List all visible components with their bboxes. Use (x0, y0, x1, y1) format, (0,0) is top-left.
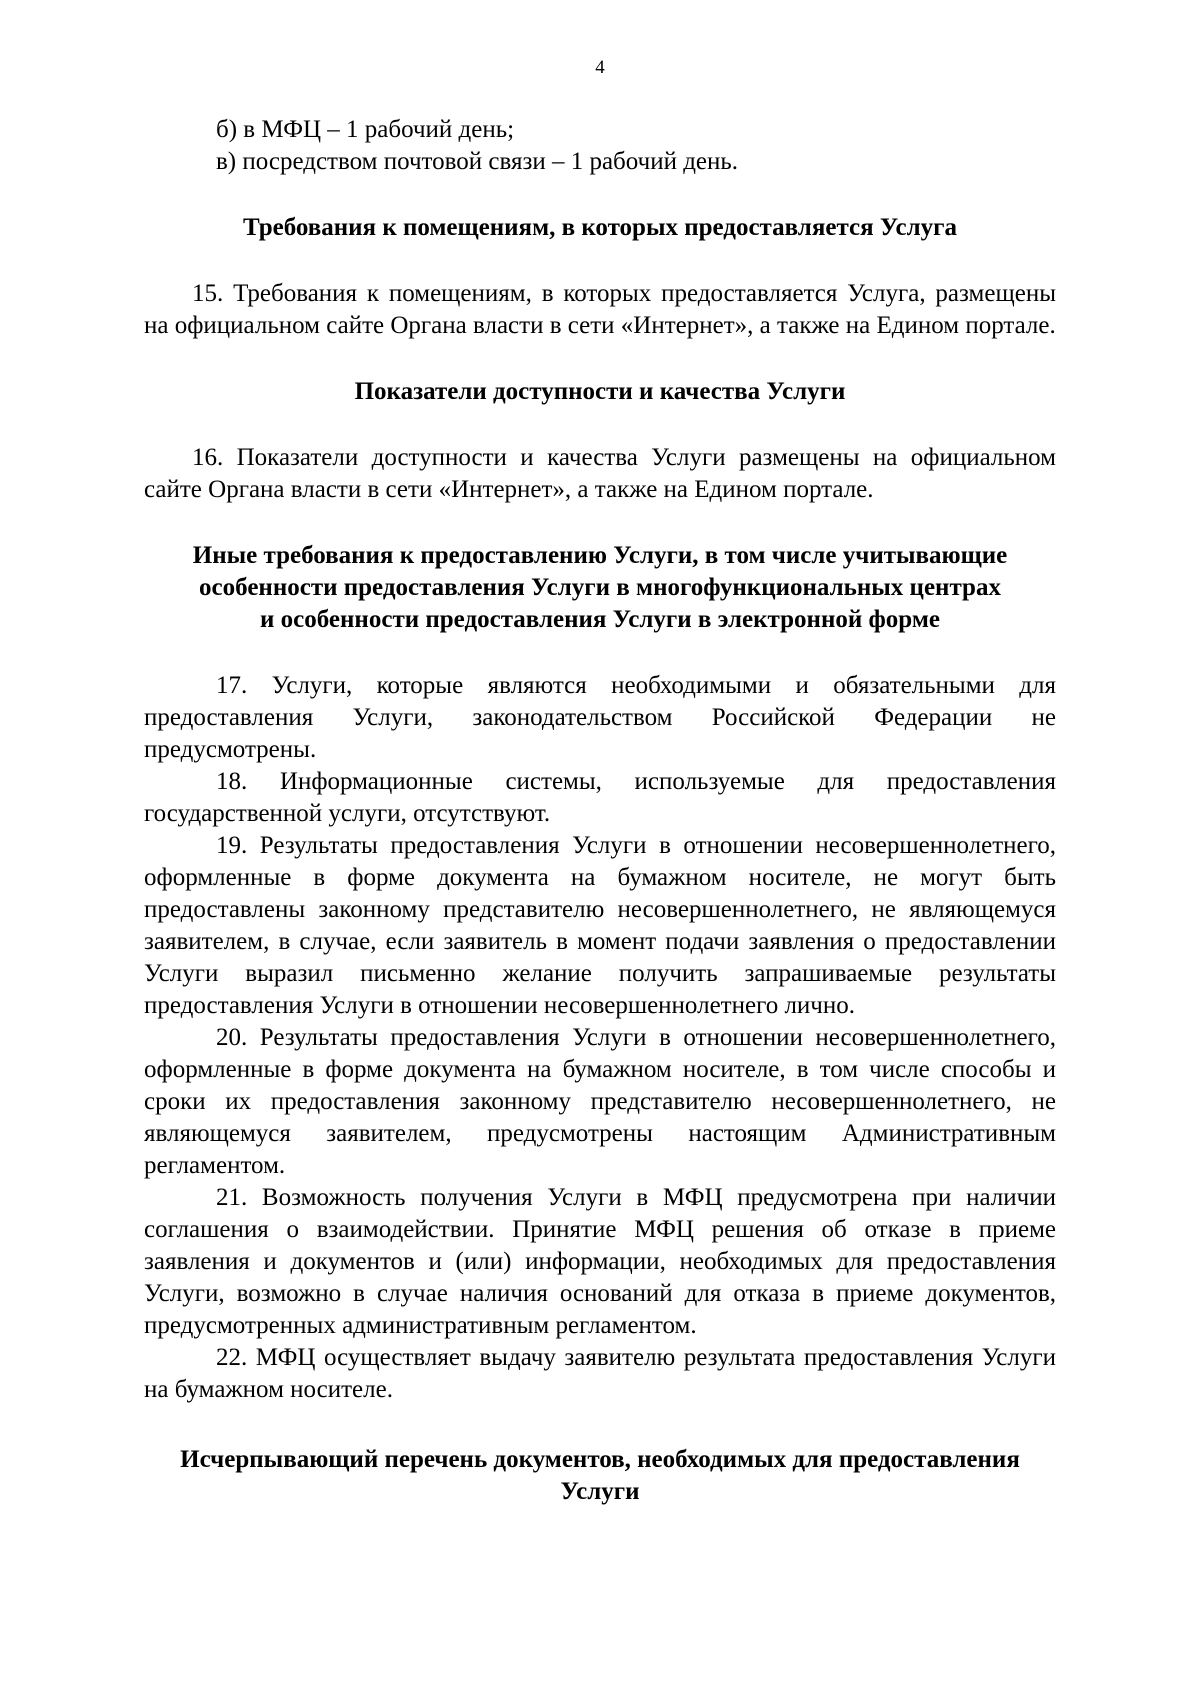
section-heading-other-requirements (144, 540, 1056, 636)
paragraph-16: 16. Показатели доступности и качества Услуги размещены на официальном сайте Органа власти в сети «Интернет», а также на Едином портале. (144, 444, 1056, 503)
heading-line: Иные требования к предоставлению Услуги, в том числе учитывающие (192, 542, 1008, 569)
paragraph-20: 20. Результаты предоставления Услуги в отношении несовершеннолетнего, оформленные в форме документа на бумажном носителе, в том числе способы и сроки их предоставления законному представителю несовершеннолетнего, не являющемуся заявителем, предусмотрены настоящим Административным регламентом. (144, 1024, 1056, 1179)
paragraph-18: 18. Информационные системы, используемые для предоставления государственной услуги, отсутствуют. (144, 768, 1056, 827)
paragraph-19: 19. Результаты предоставления Услуги в отношении несовершеннолетнего, оформленные в форме документа на бумажном носителе, не могут быть предоставлены законному представителю несовершеннолетнего, не являющемуся заявителем, в случае, если заявитель в момент подачи заявления о предоставлении Услуги выразил письменно желание получить запрашиваемые результаты предоставления Услуги в отношении несовершеннолетнего лично. (144, 832, 1056, 1019)
list-item-b: б) в МФЦ – 1 рабочий день; (216, 116, 515, 143)
paragraph-21: 21. Возможность получения Услуги в МФЦ предусмотрена при наличии соглашения о взаимодействии. Принятие МФЦ решения об отказе в приеме заявления и документов и (или) информации, необходимых для предоставления Услуги, возможно в случае наличия оснований для отказа в приеме документов, предусмотренных административным регламентом. (144, 1184, 1056, 1339)
paragraph-22: 22. МФЦ осуществляет выдачу заявителю результата предоставления Услуги на бумажном носителе. (144, 1344, 1056, 1403)
heading-line: Исчерпывающий перечень документов, необходимых для предоставления (180, 1446, 1020, 1473)
section-heading-documents (144, 1444, 1056, 1508)
page-number: 4 (595, 57, 605, 78)
heading-line: особенности предоставления Услуги в многофункциональных центрах (199, 574, 1001, 601)
heading-line: Услуги (560, 1478, 640, 1505)
section-heading-premises: Требования к помещениям, в которых предоставляется Услуга (242, 214, 958, 241)
page-content (144, 114, 1056, 1508)
heading-line: и особенности предоставления Услуги в электронной форме (260, 606, 940, 633)
paragraph-15: 15. Требования к помещениям, в которых предоставляется Услуга, размещены на официальном сайте Органа власти в сети «Интернет», а также на Едином портале. (144, 280, 1056, 339)
section-heading-quality: Показатели доступности и качества Услуги (354, 378, 846, 405)
list-item-v: в) посредством почтовой связи – 1 рабочий день. (216, 148, 739, 175)
paragraph-17: 17. Услуги, которые являются необходимыми и обязательными для предоставления Услуги, законодательством Российской Федерации не предусмотрены. (144, 672, 1056, 763)
